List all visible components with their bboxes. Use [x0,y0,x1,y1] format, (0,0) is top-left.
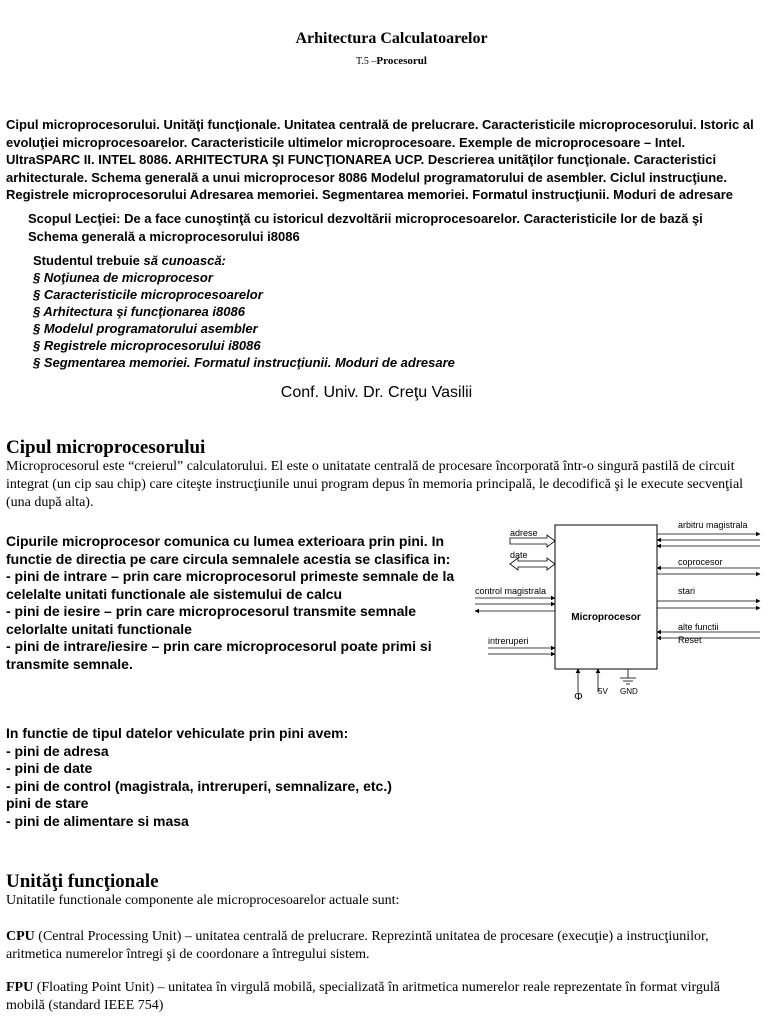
lesson-summary: Cipul microprocesorului. Unităţi funcţionale. Unitatea centrală de prelucrare. Caracteristicile microprocesorului. Istoric al evoluţiei microprocesoarelor. Caracteristicile ultimelor microprocesoare. Exemple de microprocesoare – Intel. UltraSPARC II. INTEL 8086. ARHITECTURA ŞI FUNCŢIONAREA UCP. Descrierea unitãţilor funcţionale. Caracteristici arhitecturale. Schema generală a unui microprocesor 8086 Modelul programatorului de asembler. Ciclul instrucţiune. Registrele microprocesorului Adresarea memoriei. Segmentarea memoriei. Formatul instrucţiunii. Moduri de adresare [6,117,754,202]
pins-type-item: - pini de date [6,760,93,776]
pins-direction-item: - pini de intrare – prin care microprocesorul primeste semnale de la celelalte unitati functionale ale sistemului de calcu [6,568,455,602]
bus-arrow-date [510,558,555,570]
page-title: Arhitectura Calculatoarelor [295,30,488,47]
label-date: date [510,550,528,560]
label-clock: Φ [574,691,583,703]
student-intro: Studentul trebuie să cunoască: [33,253,226,268]
objective-item: § Caracteristicile microprocesoarelor [33,287,263,302]
cpu-term: CPU [6,929,35,944]
pins-intro: Cipurile microprocesor comunica cu lumea exterioara prin pini. In functie de directia pe care circula semnalele acestia se clasifica in: [6,533,451,567]
label-adrese: adrese [510,528,538,538]
chip-paragraph: Microprocesorul este “creierul” calculatorului. El este o unitatate centrală de procesare încorporată într-o singură pastilă de circuit integrat (un cip sau chip) care citeşte instrucţiunile unui program depus în memoria principală, le decodifică şi le execute secvenţial (una după alta). [6,459,744,510]
pins-direction-item: - pini de iesire – prin care microprocesorul transmite semnale celorlalte unitati functionale [6,603,417,637]
pins-direction-item: - pini de intrare/iesire – prin care microprocesorul poate primi si transmite semnale. [6,638,432,672]
subtitle-topic: Procesorul [376,55,427,67]
pins-type-item: - pini de control (magistrala, intreruperi, semnalizare, etc.) [6,777,392,794]
lesson-scope: Scopul Lecţiei: De a face cunoştinţă cu istoricul dezvoltării microprocesoarelor. Caracteristicile lor de bază şi Schema generală a microprocesorului i8086 [28,211,703,244]
author-line: Conf. Univ. Dr. Creţu Vasilii [280,384,473,401]
label-alte-functii: alte functii [678,622,719,632]
label-gnd: GND [620,687,638,696]
page-subtitle [0,55,768,67]
units-intro: Unitatile functionale componente ale microprocesoarelor actuale sunt: [6,893,400,908]
objectives-list [33,269,733,371]
pins-direction-block [6,533,468,673]
section-heading-chip: Cipul microprocesorului [6,437,206,458]
section-heading-units: Unităţi funcţionale [6,871,159,892]
pins-type-item: - pini de alimentare si masa [6,812,189,829]
cpu-paragraph: CPU (Central Processing Unit) – unitatea centrală de prelucrare. Reprezintă unitatea de procesare (execuţie) a instrucţiunilor, aritmetica numerelor întregi şi de coordonare a întregului sistem. [6,929,709,962]
pins-types-block [6,725,468,830]
objective-item: § Noţiunea de microprocesor [33,270,213,285]
microprocessor-block [555,525,657,669]
label-stari: stari [678,586,696,596]
pins-type-item: pini de stare [6,795,89,811]
objective-item: § Arhitectura şi funcţionarea i8086 [33,304,245,319]
label-control-magistrala: control magistrala [475,586,547,596]
fpu-paragraph: FPU (Floating Point Unit) – unitatea în virgulă mobilă, specializată în aritmetica numerelor reale reprezentate în format virgulă mobilă (standard IEEE 754) [6,980,721,1013]
label-5v: 5V [598,687,608,696]
microprocessor-label: Microprocesor [571,612,641,623]
student-objectives [33,252,733,371]
fpu-term: FPU [6,980,34,995]
subtitle-prefix: T.5 – [356,56,377,67]
objective-item: § Segmentarea memoriei. Formatul instrucţiunii. Moduri de adresare [33,355,455,370]
objective-item: § Modelul programatorului asembler [33,321,258,336]
microprocessor-diagram [470,512,762,704]
objective-item: § Registrele microprocesorului i8086 [33,338,261,353]
label-reset: Reset [678,635,702,645]
label-arbitru-magistrala: arbitru magistrala [678,520,748,530]
pins-types-intro: In functie de tipul datelor vehiculate prin pini avem: [6,725,349,741]
pins-type-item: - pini de adresa [6,742,109,759]
label-coprocesor: coprocesor [678,557,723,567]
label-intreruperi: intreruperi [488,636,529,646]
